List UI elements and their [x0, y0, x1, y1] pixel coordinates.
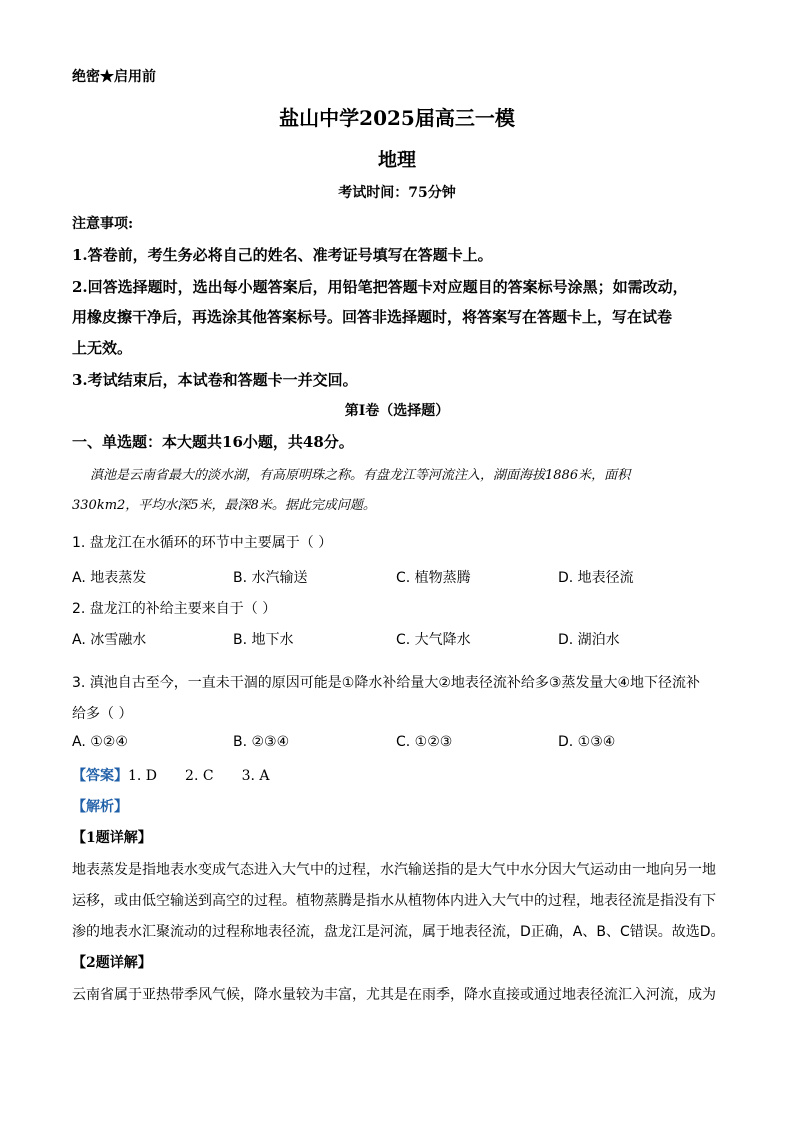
question-2-option-b: B. 地下水 [233, 632, 294, 648]
question-1-option-c: C. 植物蒸腾 [396, 570, 471, 586]
question-2-option-c: C. 大气降水 [396, 632, 471, 648]
note-item-2-line-3: 上无效。 [72, 339, 133, 357]
q1-detail-line-3: 渗的地表水汇聚流动的过程称地表径流，盘龙江是河流，属于地表径流，D正确，A、B、C错误。故选D。 [72, 924, 725, 940]
subject-title: 地理 [377, 149, 416, 171]
question-3-option-b: B. ②③④ [233, 734, 290, 750]
volume-heading: 第I卷（选择题） [344, 403, 450, 419]
page-title: 盐山中学2025届高三一模 [279, 106, 515, 130]
q1-detail-line-2: 运移，或由低空输送到高空的过程。植物蒸腾是指水从植物体内进入大气中的过程，地表径流是指没有下 [72, 893, 716, 909]
exam-time: 考试时间：75分钟 [338, 185, 456, 201]
passage-line-1: 滇池是云南省最大的淡水湖，有高原明珠之称。有盘龙江等河流注入，湖面海拔1886米，面积 [90, 468, 631, 483]
part-heading: 一、单选题：本大题共16小题，共48分。 [72, 433, 354, 451]
note-item-2-line-1: 2.回答选择题时，选出每小题答案后，用铅笔把答题卡对应题目的答案标号涂黑；如需改动， [72, 278, 688, 296]
question-1-option-b: B. 水汽输送 [233, 570, 308, 586]
secret-label: 绝密★启用前 [72, 69, 156, 85]
passage-line-2: 330km2，平均水深5米，最深8米。据此完成问题。 [72, 498, 376, 513]
question-3-option-c: C. ①②③ [396, 734, 453, 750]
question-3-option-d: D. ①③④ [558, 734, 616, 750]
question-2-option-d: D. 湖泊水 [558, 632, 620, 648]
question-3-stem-line-2: 给多（ ） [72, 706, 133, 722]
note-item-2-line-2: 用橡皮擦干净后，再选涂其他答案标号。回答非选择题时，将答案写在答题卡上，写在试卷 [72, 308, 673, 326]
q1-detail-heading: 【1题详解】 [72, 830, 152, 846]
answer-label: 【答案】 [72, 768, 128, 784]
answer-3: 3. A [241, 768, 270, 784]
question-1-stem: 1. 盘龙江在水循环的环节中主要属于（ ） [72, 535, 333, 551]
question-2-stem: 2. 盘龙江的补给主要来自于（ ） [72, 601, 277, 617]
analysis-label: 【解析】 [72, 799, 128, 815]
q2-detail-line-1: 云南省属于亚热带季风气候，降水量较为丰富，尤其是在雨季，降水直接或通过地表径流汇入河流，成为 [72, 987, 716, 1003]
q1-detail-line-1: 地表蒸发是指地表水变成气态进入大气中的过程，水汽输送指的是大气中水分因大气运动由一地向另一地 [72, 862, 716, 878]
answer-2: 2. C [185, 768, 214, 784]
question-1-option-a: A. 地表蒸发 [72, 570, 147, 586]
question-2-option-a: A. 冰雪融水 [72, 632, 147, 648]
answer-1: 1. D [128, 768, 158, 784]
question-3-stem-line-1: 3. 滇池自古至今，一直未干涸的原因可能是①降水补给量大②地表径流补给多③蒸发量大④地下径流补 [72, 675, 701, 691]
note-item-1: 1.答卷前，考生务必将自己的姓名、准考证号填写在答题卡上。 [72, 246, 493, 264]
question-1-option-d: D. 地表径流 [558, 570, 634, 586]
note-item-3: 3.考试结束后，本试卷和答题卡一并交回。 [72, 371, 358, 389]
question-3-option-a: A. ①②④ [72, 734, 128, 750]
q2-detail-heading: 【2题详解】 [72, 955, 152, 971]
answer-line [72, 765, 270, 785]
notes-heading: 注意事项: [72, 216, 134, 232]
